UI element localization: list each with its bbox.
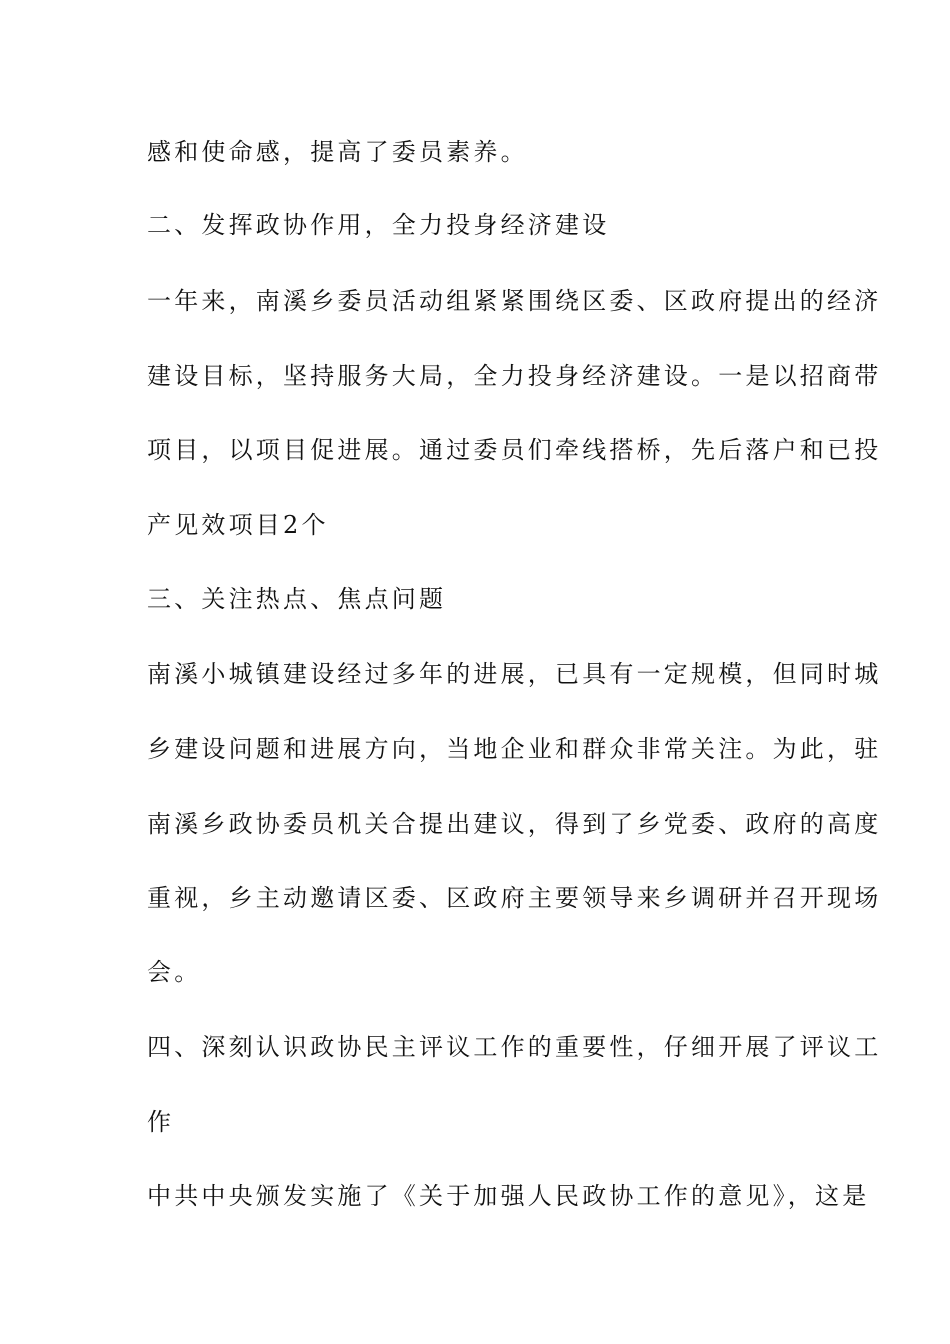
- paragraph-line: 乡建设问题和进展方向，当地企业和群众非常关注。为此，驻: [147, 735, 882, 763]
- paragraph-line: 感和使命感，提高了委员素养。: [147, 138, 528, 166]
- section-heading: 作: [147, 1108, 175, 1136]
- paragraph-line: 会。: [147, 958, 202, 986]
- section-heading: 三、关注热点、焦点问题: [147, 585, 447, 613]
- paragraph-line: 南溪乡政协委员机关合提出建议，得到了乡党委、政府的高度: [147, 810, 882, 838]
- section-heading: 二、发挥政协作用，全力投身经济建设: [147, 211, 610, 239]
- paragraph-line: 产见效项目2个: [147, 511, 329, 539]
- section-heading: 四、深刻认识政协民主评议工作的重要性，仔细开展了评议工: [147, 1033, 882, 1061]
- paragraph-line: 中共中央颁发实施了《关于加强人民政协工作的意见》，这是: [147, 1182, 870, 1210]
- paragraph-line: 重视，乡主动邀请区委、区政府主要领导来乡调研并召开现场: [147, 884, 882, 912]
- paragraph-line: 项目，以项目促进展。通过委员们牵线搭桥，先后落户和已投: [147, 436, 882, 464]
- paragraph-line: 南溪小城镇建设经过多年的进展，已具有一定规模，但同时城: [147, 660, 882, 688]
- paragraph-line: 一年来，南溪乡委员活动组紧紧围绕区委、区政府提出的经济: [147, 287, 882, 315]
- paragraph-line: 建设目标，坚持服务大局，全力投身经济建设。一是以招商带: [147, 362, 882, 390]
